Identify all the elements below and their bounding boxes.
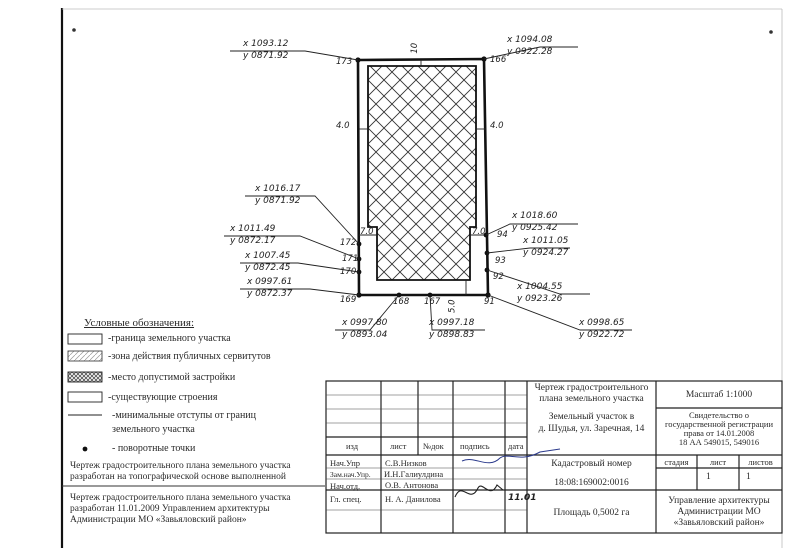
header-izd: изд	[346, 441, 359, 451]
coord-x: x 1016.17	[255, 184, 301, 194]
coord-x: x 0997.61	[247, 277, 293, 287]
coord-x: x 1011.05	[523, 236, 569, 246]
legend-buildable-swatch	[68, 372, 102, 382]
role-name: О.В. Антонова	[385, 480, 439, 490]
header-ndok: №док	[423, 441, 444, 451]
legend-building-swatch	[68, 392, 102, 402]
coord-x: x 1004.55	[517, 282, 563, 292]
title-block-thin-lines	[326, 395, 527, 510]
site-address: д. Шудья, ул. Заречная, 14	[538, 424, 645, 434]
legend-item: -минимальные отступы от границ	[112, 410, 256, 421]
role-label: Нач.отд.	[330, 481, 361, 491]
dimension-label: 4.0	[336, 121, 350, 131]
header-data: дата	[508, 441, 524, 451]
coord-y: y 0924.27	[523, 248, 569, 258]
dimension-label: 7.0	[472, 227, 486, 237]
site-address: Земельный участок в	[548, 412, 635, 422]
point-number: 173	[336, 57, 353, 67]
doc-title: Чертеж градостроительного	[534, 383, 649, 393]
area-label: Площадь 0,5002 га	[553, 508, 630, 518]
legend-title: Условные обозначения:	[84, 317, 195, 329]
coord-y: y 0871.92	[255, 196, 301, 206]
org-name: «Завьяловский район»	[673, 518, 765, 528]
signature-ink	[455, 485, 503, 497]
cadastral-number: 18:08:169002:0016	[554, 478, 629, 488]
dimension-label: 5.0	[447, 299, 458, 314]
header-list: лист	[390, 441, 407, 451]
registration-text: 18 АА 549015, 549016	[678, 437, 760, 447]
coord-y: y 0872.45	[245, 263, 291, 273]
point-number: 166	[490, 55, 507, 65]
coord-x: x 1094.08	[507, 35, 553, 45]
point-number: 91	[484, 297, 495, 307]
coord-x: x 0997.80	[342, 318, 388, 328]
point-number: 93	[495, 256, 506, 266]
point-number: 172	[340, 238, 357, 248]
dimension-label: 10	[410, 42, 421, 54]
coord-y: y 0922.72	[579, 330, 625, 340]
corner-dot	[72, 28, 76, 32]
role-label: Зам.нач.Упр.	[330, 470, 371, 479]
dimension-label: 4.0	[490, 121, 504, 131]
note-line: Администрации МО «Завьяловский район»	[70, 515, 247, 525]
org-name: Администрации МО	[677, 507, 761, 517]
legend-item: -граница земельного участка	[108, 333, 231, 344]
dimension-label: 7.0	[360, 227, 374, 237]
registration-text: права от 14.01.2008	[683, 428, 755, 438]
point-number: 94	[497, 230, 508, 240]
scale-label: Масштаб 1:1000	[685, 390, 753, 400]
sheet-value: 1	[706, 472, 711, 482]
legend-item: земельного участка	[112, 424, 195, 435]
point-number: 169	[340, 295, 357, 305]
coord-x: x 1007.45	[245, 251, 291, 261]
buildable-area	[368, 66, 476, 280]
coord-x: x 1011.49	[230, 224, 276, 234]
legend-item: -существующие строения	[108, 392, 218, 403]
coord-x: x 0998.65	[579, 318, 625, 328]
stage-label: стадия	[664, 457, 689, 467]
role-name: Н. А. Данилова	[385, 494, 441, 504]
point-number: 171	[342, 254, 359, 264]
role-label: Гл. спец.	[330, 494, 362, 504]
coord-x: x 1093.12	[243, 39, 289, 49]
sheets-label: листов	[748, 457, 773, 467]
coord-y: y 0872.17	[230, 236, 276, 246]
corner-dot	[769, 30, 773, 34]
coord-y: y 0871.92	[243, 51, 289, 61]
sheets-value: 1	[746, 472, 751, 482]
registration-text: Свидетельство о	[688, 410, 749, 420]
coord-y: y 0923.26	[517, 294, 563, 304]
coord-x: x 0997.18	[429, 318, 475, 328]
note-line: Чертеж градостроительного плана земельного участка	[70, 493, 291, 503]
legend-boundary-swatch	[68, 334, 102, 344]
coord-y: y 0893.04	[342, 330, 388, 340]
role-label: Нач.Упр	[330, 458, 361, 468]
coord-y: y 0898.83	[429, 330, 475, 340]
point-number: 92	[493, 272, 504, 282]
point-number: 168	[393, 297, 410, 307]
cadastral-label: Кадастровый номер	[551, 459, 632, 469]
coord-x: x 1018.60	[512, 211, 558, 221]
note-line: разработан 11.01.2009 Управлением архитектуры	[70, 504, 270, 514]
point-number: 170	[340, 267, 357, 277]
coord-y: y 0922.28	[507, 47, 553, 57]
coord-y: y 0925.42	[512, 223, 558, 233]
legend-item: - поворотные точки	[112, 443, 196, 454]
legend-item: -зона действия публичных сервитутов	[108, 351, 271, 362]
registration-text: государственной регистрации	[664, 419, 774, 429]
header-podpis: подпись	[460, 441, 490, 451]
note-line: разработан на топографической основе выполненной	[70, 472, 286, 482]
point-number: 167	[424, 297, 441, 307]
coord-y: y 0872.37	[247, 289, 293, 299]
legend-point-dot	[83, 447, 88, 452]
role-name: И.Н.Галиулдина	[384, 469, 444, 479]
role-name: С.В.Низков	[385, 458, 427, 468]
note-line: Чертеж градостроительного плана земельного участка	[70, 461, 291, 471]
sheet-label: лист	[709, 457, 727, 467]
sign-date: 11.01	[508, 493, 537, 503]
org-name: Управление архитектуры	[668, 496, 770, 506]
doc-title: плана земельного участка	[539, 394, 644, 404]
legend-servitude-swatch	[68, 351, 102, 361]
legend-item: -место допустимой застройки	[108, 372, 236, 383]
